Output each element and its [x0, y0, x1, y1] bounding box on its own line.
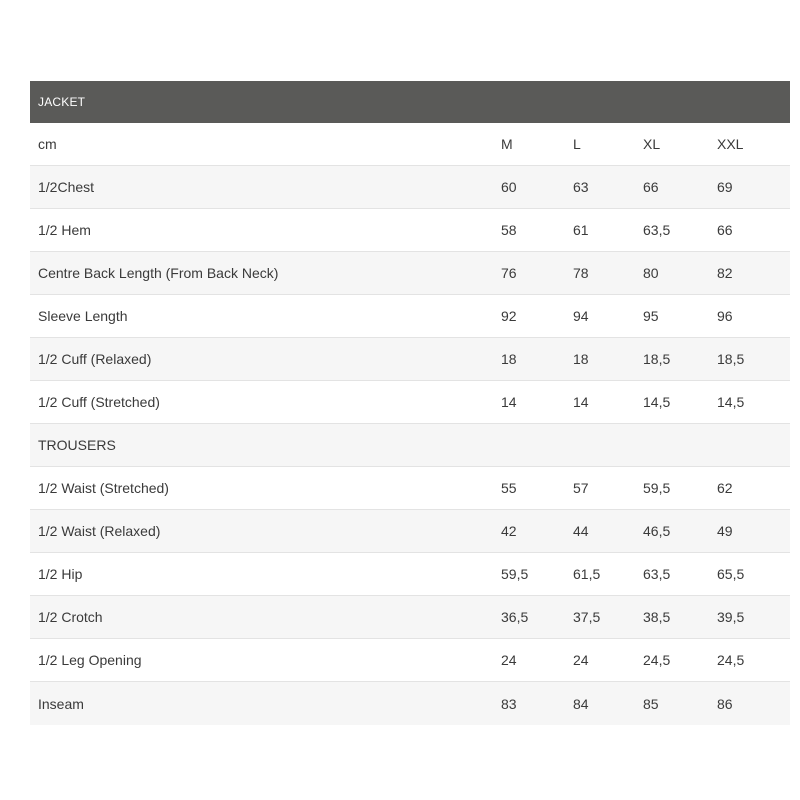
- table-row: [30, 338, 790, 381]
- value-m: 58: [501, 222, 517, 238]
- value-m: 76: [501, 265, 517, 281]
- value-xl: 95: [643, 308, 659, 324]
- value-l: 14: [573, 394, 589, 410]
- value-xxl: 49: [717, 523, 733, 539]
- table-row: [30, 639, 790, 682]
- value-xl: 66: [643, 179, 659, 195]
- table-row: [30, 209, 790, 252]
- row-label: 1/2Chest: [38, 179, 95, 195]
- table-row: [30, 467, 790, 510]
- value-m: 24: [501, 652, 517, 668]
- value-l: 78: [573, 265, 589, 281]
- row-label: 1/2 Hem: [38, 222, 91, 238]
- value-xl: 24,5: [643, 652, 671, 668]
- row-label: 1/2 Crotch: [38, 609, 103, 625]
- unit-label: cm: [38, 136, 57, 152]
- value-xxl: 39,5: [717, 609, 745, 625]
- value-xl: 46,5: [643, 523, 671, 539]
- value-l: 57: [573, 480, 589, 496]
- value-xxl: 65,5: [717, 566, 745, 582]
- value-xxl: 24,5: [717, 652, 745, 668]
- value-l: 37,5: [573, 609, 601, 625]
- value-xxl: 69: [717, 179, 733, 195]
- row-label: 1/2 Cuff (Relaxed): [38, 351, 152, 367]
- row-label: Centre Back Length (From Back Neck): [38, 265, 279, 281]
- value-m: 42: [501, 523, 517, 539]
- value-xxl: 66: [717, 222, 733, 238]
- value-m: 18: [501, 351, 517, 367]
- value-xl: 14,5: [643, 394, 671, 410]
- size-chart-table: [30, 81, 790, 725]
- row-label: 1/2 Waist (Stretched): [38, 480, 169, 496]
- row-label: 1/2 Hip: [38, 566, 83, 582]
- column-header-row: [30, 123, 790, 166]
- size-header-xxl: XXL: [717, 136, 744, 152]
- value-xl: 80: [643, 265, 659, 281]
- value-l: 24: [573, 652, 589, 668]
- value-m: 36,5: [501, 609, 529, 625]
- value-l: 18: [573, 351, 589, 367]
- section-header-trousers: [30, 424, 790, 467]
- value-xxl: 96: [717, 308, 733, 324]
- value-xxl: 82: [717, 265, 733, 281]
- value-xl: 38,5: [643, 609, 671, 625]
- value-m: 55: [501, 480, 517, 496]
- table-row: [30, 252, 790, 295]
- value-l: 94: [573, 308, 589, 324]
- value-xl: 18,5: [643, 351, 671, 367]
- row-label: Inseam: [38, 695, 84, 712]
- value-l: 44: [573, 523, 589, 539]
- table-row: [30, 166, 790, 209]
- value-m: 83: [501, 695, 517, 712]
- value-xl: 63,5: [643, 222, 671, 238]
- section-header-jacket: [30, 81, 790, 123]
- value-m: 14: [501, 394, 517, 410]
- value-m: 59,5: [501, 566, 529, 582]
- table-row: [30, 295, 790, 338]
- table-row: [30, 682, 790, 725]
- value-xxl: 14,5: [717, 394, 745, 410]
- value-l: 61: [573, 222, 589, 238]
- row-label: 1/2 Cuff (Stretched): [38, 394, 160, 410]
- table-row: [30, 381, 790, 424]
- value-l: 84: [573, 695, 589, 712]
- value-xl: 59,5: [643, 480, 671, 496]
- section-title: TROUSERS: [38, 437, 116, 453]
- table-row: [30, 510, 790, 553]
- value-xl: 63,5: [643, 566, 671, 582]
- size-header-l: L: [573, 136, 581, 152]
- value-xxl: 62: [717, 480, 733, 496]
- section-title: JACKET: [38, 95, 86, 109]
- row-label: 1/2 Waist (Relaxed): [38, 523, 161, 539]
- value-m: 60: [501, 179, 517, 195]
- table-row: [30, 596, 790, 639]
- value-xxl: 86: [717, 695, 733, 712]
- table-row: [30, 553, 790, 596]
- value-m: 92: [501, 308, 517, 324]
- value-l: 63: [573, 179, 589, 195]
- row-label: Sleeve Length: [38, 308, 128, 324]
- value-xl: 85: [643, 695, 659, 712]
- value-l: 61,5: [573, 566, 601, 582]
- row-label: 1/2 Leg Opening: [38, 652, 142, 668]
- size-header-m: M: [501, 136, 513, 152]
- size-header-xl: XL: [643, 136, 661, 152]
- value-xxl: 18,5: [717, 351, 745, 367]
